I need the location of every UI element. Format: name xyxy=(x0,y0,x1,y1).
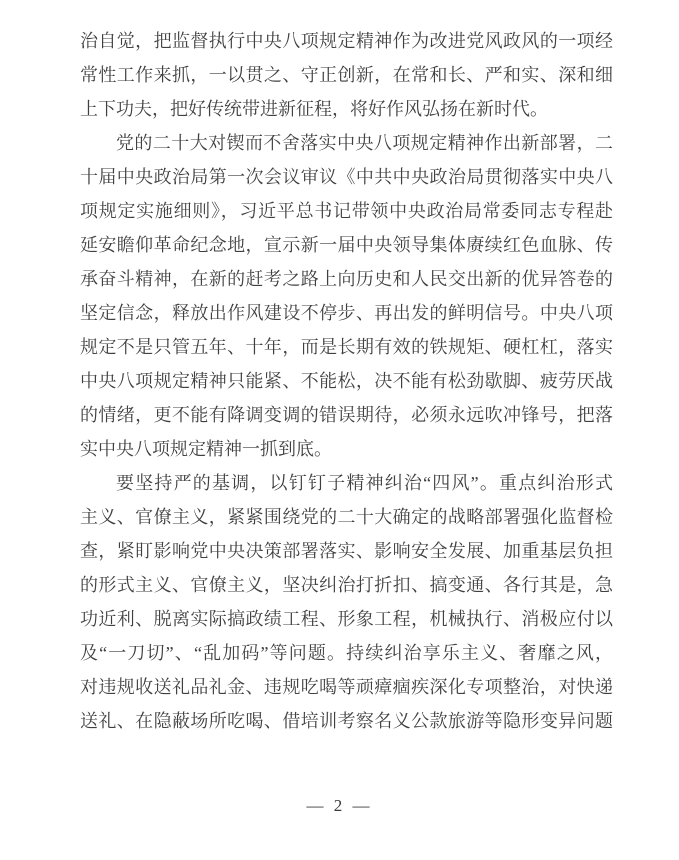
text-line: 规定不是只管五年、十年，而是长期有效的铁规矩、硬杠杠，落实 xyxy=(80,337,613,357)
text-line: 项规定实施细则》，习近平总书记带领中央政治局常委同志专程赴 xyxy=(80,201,613,221)
text-line: 常性工作来抓，一以贯之、守正创新，在常和长、严和实、深和细 xyxy=(80,65,613,85)
text-line: 要坚持严的基调，以钉钉子精神纠治“四风”。重点纠治形式 xyxy=(116,473,613,493)
text-line: 查，紧盯影响党中央决策部署落实、影响安全发展、加重基层负担 xyxy=(80,541,613,561)
page-footer xyxy=(0,795,679,817)
text-line: 延安瞻仰革命纪念地，宣示新一届中央领导集体赓续红色血脉、传 xyxy=(80,235,613,255)
document-body xyxy=(80,24,613,738)
text-line: 的情绪，更不能有降调变调的错误期待，必须永远吹冲锋号，把落 xyxy=(80,405,613,425)
text-line: 对违规收送礼品礼金、违规吃喝等顽瘴痼疾深化专项整治，对快递 xyxy=(80,677,613,697)
text-line: 功近利、脱离实际搞政绩工程、形象工程，机械执行、消极应付以 xyxy=(80,609,613,629)
text-line: 坚定信念，释放出作风建设不停步、再出发的鲜明信号。中央八项 xyxy=(80,303,613,323)
text-line: 治自觉，把监督执行中央八项规定精神作为改进党风政风的一项经 xyxy=(80,31,613,51)
text-line: 党的二十大对锲而不舍落实中央八项规定精神作出新部署，二 xyxy=(116,133,613,153)
page-number: — 2 — xyxy=(306,796,373,815)
text-line: 承奋斗精神，在新的赶考之路上向历史和人民交出新的优异答卷的 xyxy=(80,269,613,289)
text-line: 十届中央政治局第一次会议审议《中共中央政治局贯彻落实中央八 xyxy=(80,167,613,187)
text-line: 及“一刀切”、“乱加码”等问题。持续纠治享乐主义、奢靡之风， xyxy=(80,643,613,663)
text-line: 上下功夫，把好传统带进新征程，将好作风弘扬在新时代。 xyxy=(80,99,548,119)
text-line: 的形式主义、官僚主义，坚决纠治打折扣、搞变通、各行其是，急 xyxy=(80,575,613,595)
text-line: 主义、官僚主义，紧紧围绕党的二十大确定的战略部署强化监督检 xyxy=(80,507,613,527)
text-line: 中央八项规定精神只能紧、不能松，决不能有松劲歇脚、疲劳厌战 xyxy=(80,371,613,391)
text-line: 送礼、在隐蔽场所吃喝、借培训考察名义公款旅游等隐形变异问题 xyxy=(80,711,613,731)
text-line: 实中央八项规定精神一抓到底。 xyxy=(80,439,332,459)
